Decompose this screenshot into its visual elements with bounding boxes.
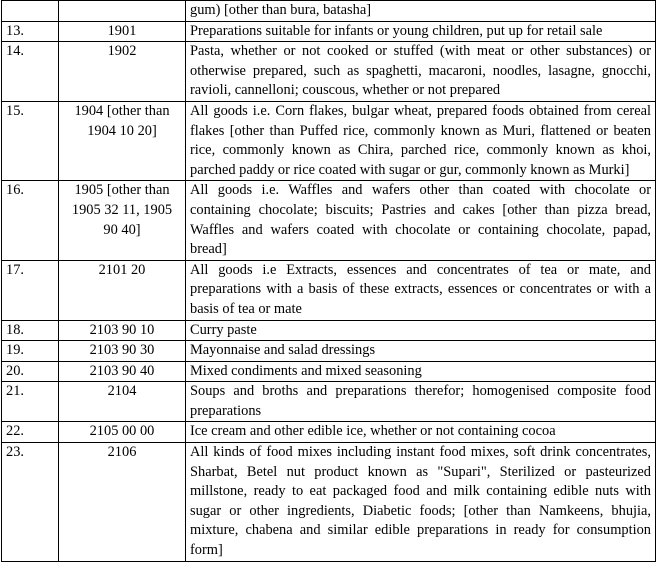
table-row [2,320,656,341]
table-row [2,42,656,102]
continuation-description-cell: gum) [other than bura, batasha] [186,1,656,22]
table-row [2,382,656,422]
tariff-code-cell: 2104 [59,382,186,422]
serial-number-cell: 23. [2,443,59,562]
table-row [2,341,656,362]
description-cell: All kinds of food mixes including instant food mixes, soft drink concentrates, Sharbat, Betel nut product known as "Supari", Sterilized or pasteurized millstone, ready to eat packaged food and milk containing edible nuts with sugar or other ingredients, Diabetic foods; [other than Namkeens, bhujia, mixture, chabena and similar edible preparations in ready for consumption form] [186,443,656,562]
description-cell: Curry paste [186,320,656,341]
tariff-code-cell: 1902 [59,42,186,102]
tariff-code-cell: 1901 [59,21,186,42]
serial-number-cell: 14. [2,42,59,102]
tariff-code-cell: 1905 [other than 1905 32 11, 1905 90 40] [59,181,186,260]
description-cell: Mayonnaise and salad dressings [186,341,656,362]
table-row [2,443,656,562]
tariff-code-cell: 2106 [59,443,186,562]
description-cell: All goods i.e. Corn flakes, bulgar wheat, prepared foods obtained from cereal flakes [other than Puffed rice, commonly known as Muri, flattened or beaten rice, commonly known as Chira, parched rice, commonly known as khoi, parched paddy or rice coated with sugar or gur, commonly known as Murki] [186,101,656,180]
description-cell: Preparations suitable for infants or young children, put up for retail sale [186,21,656,42]
tariff-code-cell: 2101 20 [59,260,186,320]
table-row [2,181,656,260]
serial-number-cell: 20. [2,361,59,382]
continuation-sno-cell [2,1,59,22]
serial-number-cell: 22. [2,422,59,443]
table-row [2,101,656,180]
serial-number-cell: 19. [2,341,59,362]
table-row [2,21,656,42]
serial-number-cell: 16. [2,181,59,260]
serial-number-cell: 17. [2,260,59,320]
description-cell: All goods i.e. Waffles and wafers other than coated with chocolate or containing chocolate; biscuits; Pastries and cakes [other than pizza bread, Waffles and wafers coated with chocolate or containing chocolate, papad, bread] [186,181,656,260]
continuation-row [2,1,656,22]
table-row [2,260,656,320]
serial-number-cell: 18. [2,320,59,341]
serial-number-cell: 15. [2,101,59,180]
description-cell: Ice cream and other edible ice, whether or not containing cocoa [186,422,656,443]
continuation-code-cell [59,1,186,22]
serial-number-cell: 13. [2,21,59,42]
description-cell: Pasta, whether or not cooked or stuffed (with meat or other substances) or otherwise prepared, such as spaghetti, macaroni, noodles, lasagne, gnocchi, ravioli, cannelloni; couscous, whether or not prepared [186,42,656,102]
table-row [2,361,656,382]
description-cell: Soups and broths and preparations therefor; homogenised composite food preparations [186,382,656,422]
serial-number-cell: 21. [2,382,59,422]
description-cell: All goods i.e Extracts, essences and concentrates of tea or mate, and preparations with a basis of these extracts, essences or concentrates or with a basis of tea or mate [186,260,656,320]
tariff-code-cell: 2105 00 00 [59,422,186,443]
tariff-table [1,0,656,562]
tariff-table-body [2,1,656,562]
tariff-code-cell: 2103 90 30 [59,341,186,362]
table-row [2,422,656,443]
tariff-code-cell: 2103 90 40 [59,361,186,382]
tariff-code-cell: 2103 90 10 [59,320,186,341]
tariff-code-cell: 1904 [other than 1904 10 20] [59,101,186,180]
description-cell: Mixed condiments and mixed seasoning [186,361,656,382]
